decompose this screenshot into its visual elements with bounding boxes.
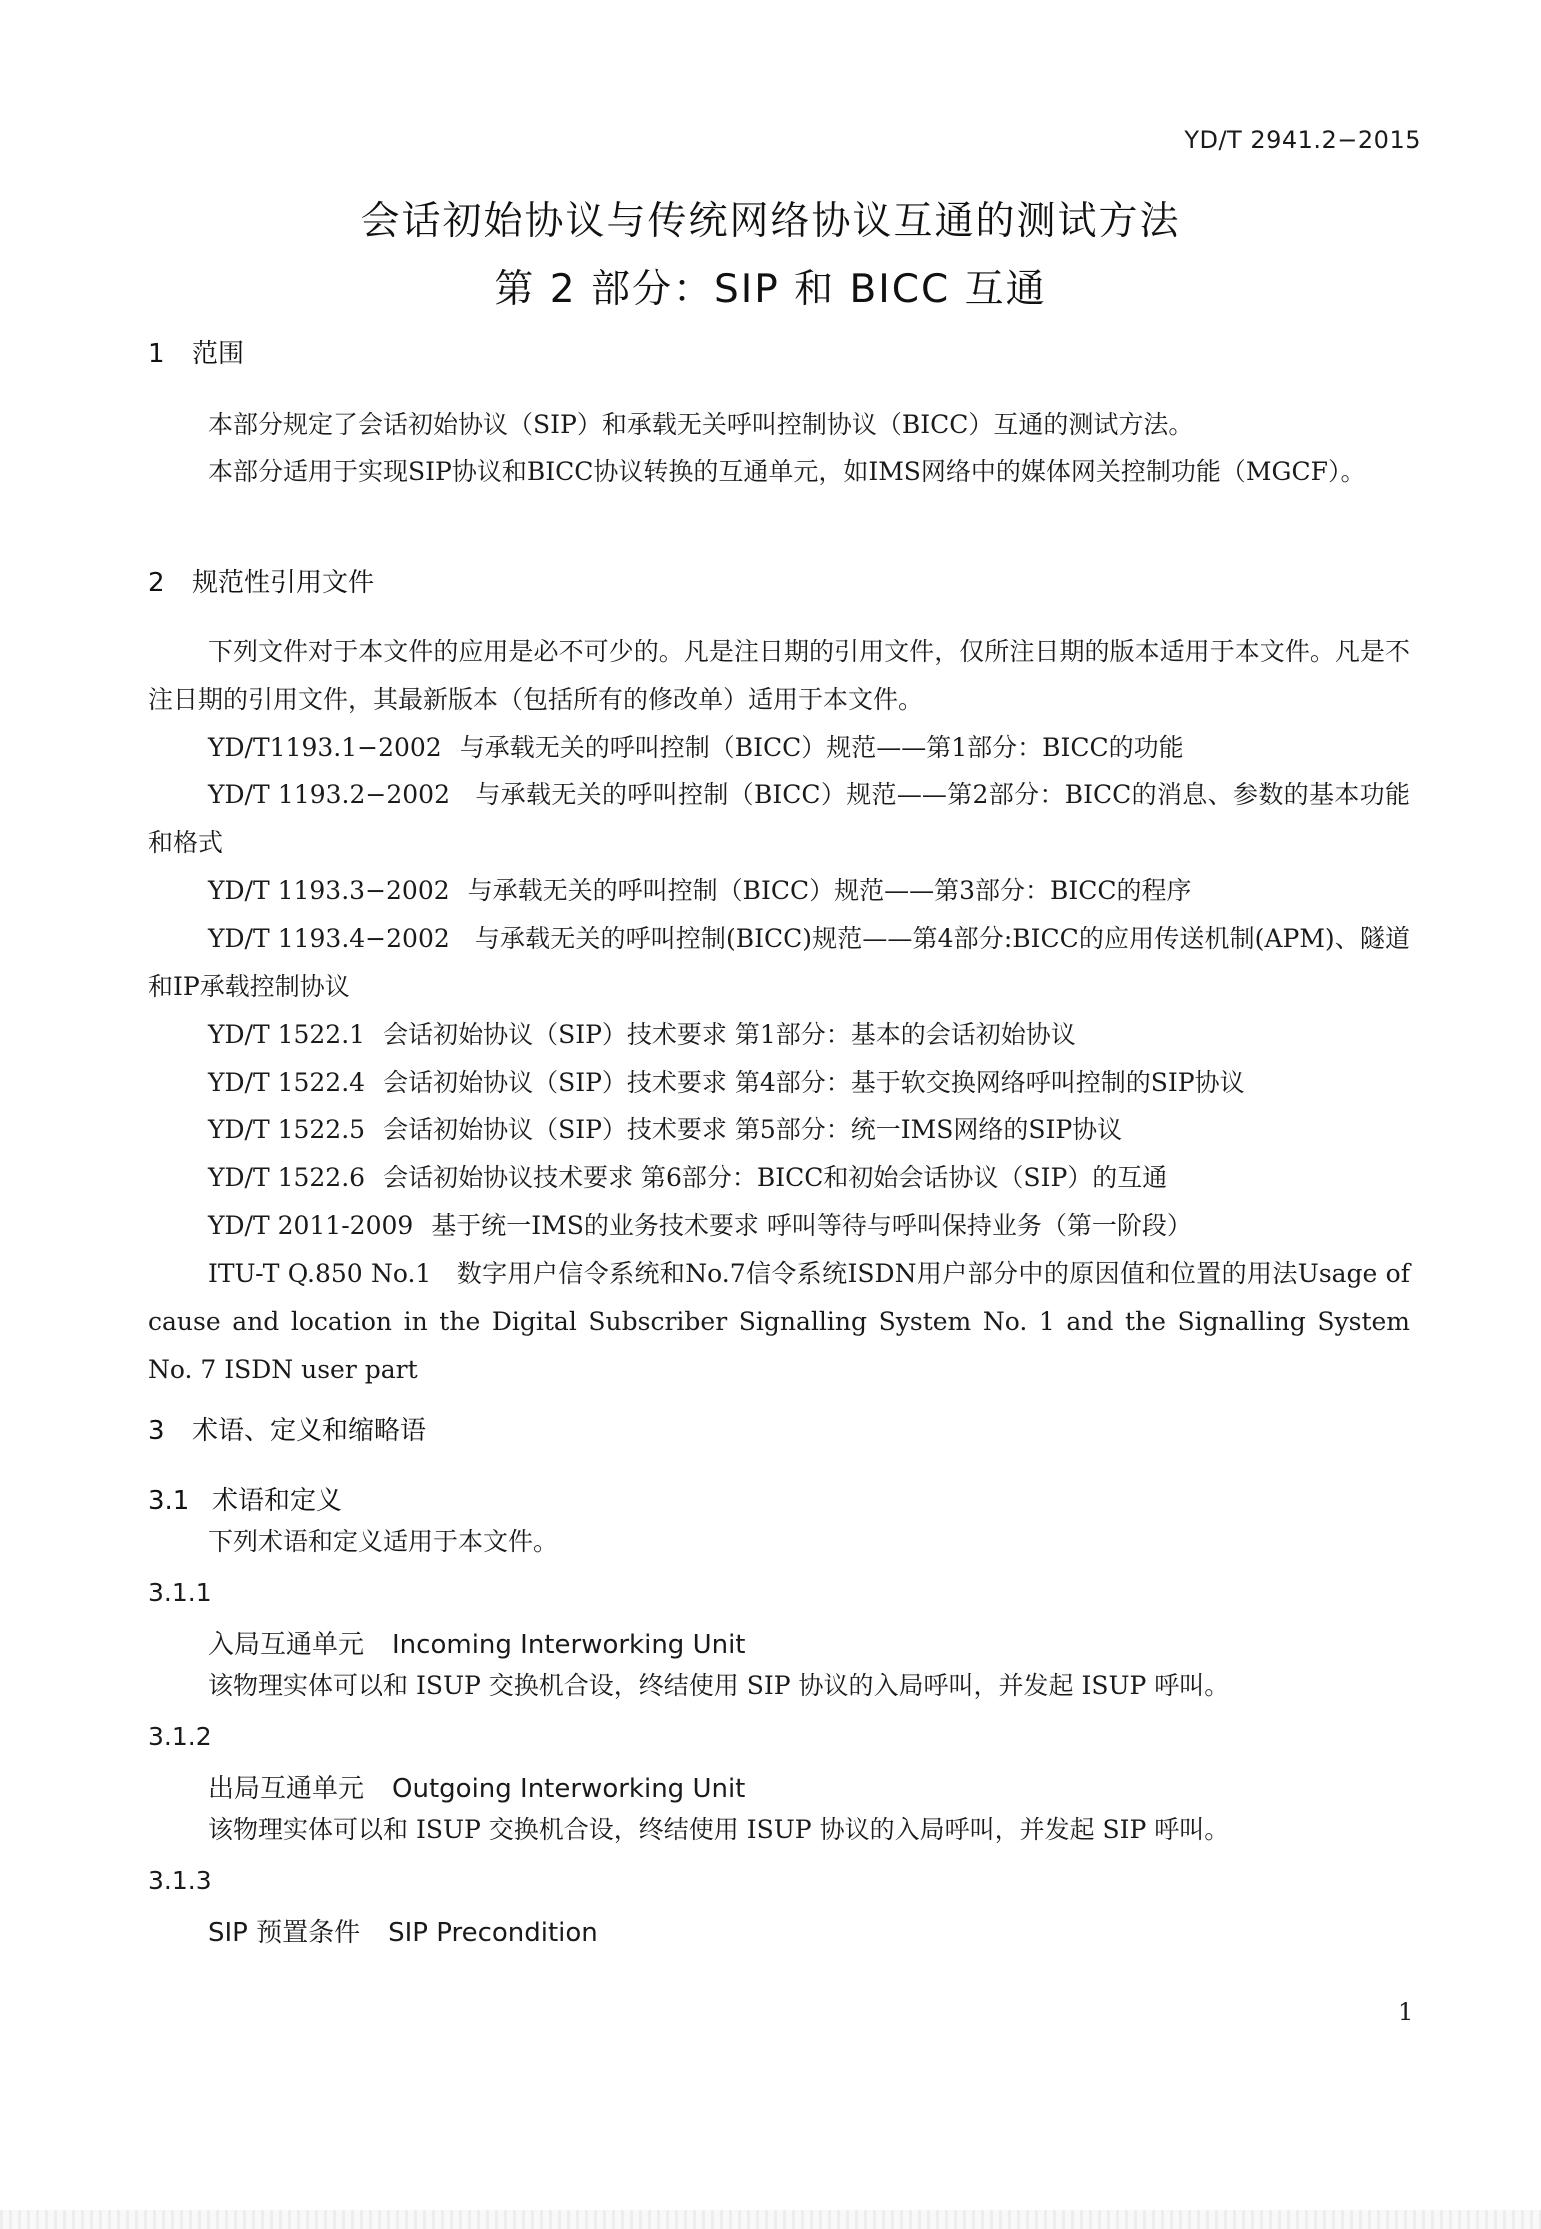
section-number: 2: [148, 568, 165, 598]
reference-title: 与承载无关的呼叫控制（BICC）规范——第1部分：BICC的功能: [459, 733, 1184, 762]
term-name: [208, 1912, 598, 1949]
term-chinese: 入局互通单元: [208, 1630, 365, 1660]
reference-code: YD/T1193.1−2002: [208, 733, 442, 762]
reference-item: [208, 1202, 1410, 1250]
reference-item: [148, 915, 1410, 1011]
document-subtitle: 第 2 部分：SIP 和 BICC 互通: [494, 267, 1047, 312]
reference-code: YD/T 1522.4: [208, 1068, 366, 1097]
section-number: 1: [148, 339, 165, 369]
reference-item: [208, 724, 1410, 772]
reference-title: 会话初始协议（SIP）技术要求 第4部分：基于软交换网络呼叫控制的SIP协议: [383, 1068, 1245, 1097]
term-english: Outgoing Interworking Unit: [392, 1774, 746, 1804]
reference-title: 与承载无关的呼叫控制（BICC）规范——第3部分：BICC的程序: [467, 876, 1192, 905]
subsection-heading-3-1: [148, 1480, 342, 1517]
reference-title: 与承载无关的呼叫控制（BICC）规范——第2部分：BICC的消息、参数的基本功能和格式: [148, 780, 1411, 857]
term-chinese: SIP 预置条件: [208, 1918, 361, 1948]
term-name: [208, 1768, 745, 1805]
reference-title: 会话初始协议（SIP）技术要求 第5部分：统一IMS网络的SIP协议: [383, 1115, 1123, 1144]
paragraph: 下列文件对于本文件的应用是必不可少的。凡是注日期的引用文件，仅所注日期的版本适用于本文件。凡是不注日期的引用文件，其最新版本（包括所有的修改单）适用于本文件。: [148, 637, 1410, 714]
subsection-number: 3.1: [148, 1486, 190, 1516]
reference-item: [208, 1059, 1410, 1107]
term-definition: 该物理实体可以和 ISUP 交换机合设，终结使用 ISUP 协议的入局呼叫，并发起 SIP 呼叫。: [208, 1815, 1230, 1844]
reference-code: YD/T 1522.6: [208, 1163, 366, 1192]
reference-item: [148, 1250, 1410, 1394]
section-number: 3: [148, 1416, 165, 1446]
term-definition: 该物理实体可以和 ISUP 交换机合设，终结使用 SIP 协议的入局呼叫，并发起 ISUP 呼叫。: [208, 1671, 1230, 1700]
reference-item: [208, 1106, 1410, 1154]
term-number: 3.1.2: [148, 1722, 212, 1751]
scan-edge-artifact: [0, 2210, 1541, 2229]
section-title: 术语、定义和缩略语: [192, 1416, 427, 1446]
section-title: 规范性引用文件: [192, 568, 375, 598]
term-chinese: 出局互通单元: [208, 1774, 365, 1804]
reference-code: YD/T 2011-2009: [208, 1211, 414, 1240]
standard-code: YD/T 2941.2−2015: [1184, 126, 1421, 154]
reference-item: [208, 867, 1410, 915]
reference-code: YD/T 1193.4−2002: [208, 924, 450, 953]
subsection-title: 术语和定义: [212, 1486, 343, 1516]
reference-item: [208, 1154, 1410, 1202]
paragraph: 本部分适用于实现SIP协议和BICC协议转换的互通单元，如IMS网络中的媒体网关控制功能（MGCF）。: [208, 457, 1366, 486]
term-english: Incoming Interworking Unit: [392, 1630, 746, 1660]
term-number: 3.1.3: [148, 1866, 212, 1895]
section-heading-2: [148, 562, 374, 599]
reference-item: [208, 1011, 1410, 1059]
term-name: [208, 1624, 746, 1661]
reference-code: YD/T 1522.5: [208, 1115, 366, 1144]
term-english: SIP Precondition: [388, 1918, 598, 1948]
page-number: 1: [1398, 1998, 1414, 2026]
reference-item: [148, 771, 1410, 867]
paragraph: 下列术语和定义适用于本文件。: [208, 1527, 559, 1556]
reference-code: YD/T 1193.3−2002: [208, 876, 450, 905]
reference-title: 会话初始协议（SIP）技术要求 第1部分：基本的会话初始协议: [383, 1020, 1076, 1049]
reference-code: ITU-T Q.850 No.1: [208, 1259, 432, 1288]
term-number: 3.1.1: [148, 1578, 212, 1607]
document-title: 会话初始协议与传统网络协议互通的测试方法: [360, 199, 1181, 244]
paragraph: 本部分规定了会话初始协议（SIP）和承载无关呼叫控制协议（BICC）互通的测试方法。: [208, 410, 1194, 439]
reference-title: 与承载无关的呼叫控制(BICC)规范——第4部分:BICC的应用传送机制(APM)、隧道和IP承载控制协议: [148, 924, 1411, 1001]
reference-code: YD/T 1193.2−2002: [208, 780, 450, 809]
reference-title: 会话初始协议技术要求 第6部分：BICC和初始会话协议（SIP）的互通: [383, 1163, 1168, 1192]
reference-title: 数字用户信令系统和No.7信令系统ISDN用户部分中的原因值和位置的用法Usage of cause and location in the Digital Subscriber Signalling System No. 1 and the Signalling System No. 7 ISDN user part: [148, 1259, 1410, 1384]
reference-title: 基于统一IMS的业务技术要求 呼叫等待与呼叫保持业务（第一阶段）: [431, 1211, 1192, 1240]
section-title: 范围: [192, 339, 245, 369]
section-heading-3: [148, 1410, 426, 1447]
section-heading-1: [148, 333, 244, 370]
reference-code: YD/T 1522.1: [208, 1020, 366, 1049]
